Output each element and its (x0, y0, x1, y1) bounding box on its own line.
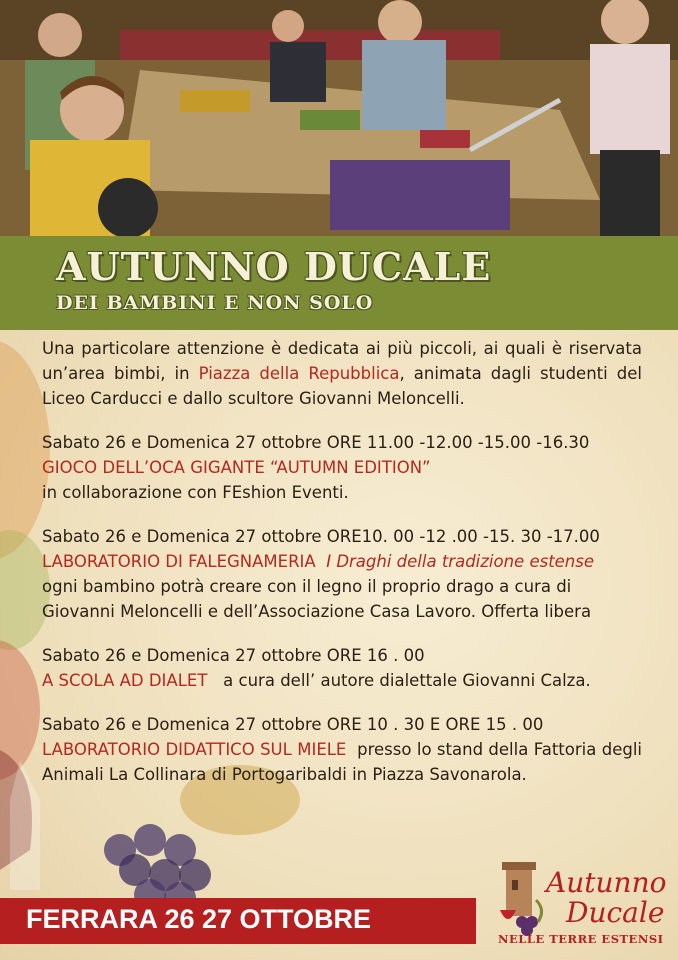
event-block (42, 712, 642, 787)
event-block (42, 430, 642, 505)
logo-line-2: Ducale (566, 896, 665, 929)
logo-line-1: Autunno (546, 866, 667, 899)
page-subtitle: DEI BAMBINI E NON SOLO (56, 292, 374, 314)
event-description: presso lo stand della Fattoria degli Animali La Collinara di Portogaribaldi in Piazza Savonarola. (42, 740, 642, 784)
page-title: AUTUNNO DUCALE (56, 244, 492, 289)
intro-text-start: Una particolare attenzione è dedicata ai più piccoli, ai quali è riservata un’area bimbi, in (42, 339, 642, 383)
footer-dates: FERRARA 26 27 OTTOBRE (26, 904, 372, 934)
event-content (42, 336, 642, 806)
event-block (42, 643, 642, 693)
event-date-line: Sabato 26 e Domenica 27 ottobre ORE 10 . 30 E ORE 15 . 00 (42, 715, 544, 734)
event-description: in collaborazione con FEshion Eventi. (42, 483, 349, 502)
event-title: A SCOLA AD DIALET (42, 671, 208, 690)
event-block (42, 524, 642, 624)
event-date-line: Sabato 26 e Domenica 27 ottobre ORE10. 00 -12 .00 -15. 30 -17.00 (42, 527, 600, 546)
intro-text-end: , animata dagli studenti del Liceo Carducci e dallo scultore Giovanni Meloncelli. (42, 364, 642, 408)
event-date-line: Sabato 26 e Domenica 27 ottobre ORE 16 . 00 (42, 646, 425, 665)
header-photo (0, 0, 678, 236)
logo-tagline: NELLE TERRE ESTENSI (498, 932, 664, 946)
event-title: LABORATORIO DIDATTICO SUL MIELE (42, 740, 347, 759)
event-detail-title: I Draghi della tradizione estense (326, 552, 595, 571)
event-description: a cura dell’ autore dialettale Giovanni Calza. (223, 671, 591, 690)
event-date-line: Sabato 26 e Domenica 27 ottobre ORE 11.00 -12.00 -15.00 -16.30 (42, 433, 590, 452)
intro-place: Piazza della Repubblica (198, 364, 400, 383)
event-title: GIOCO DELL’OCA GIGANTE “AUTUMN EDITION” (42, 458, 431, 477)
event-description: ogni bambino potrà creare con il legno il proprio drago a cura di Giovanni Meloncelli e dell’Associazione Casa Lavoro. Offerta libera (42, 577, 592, 621)
children-workshop-photo (0, 0, 678, 236)
intro-paragraph (42, 336, 642, 411)
event-title: LABORATORIO DI FALEGNAMERIA (42, 552, 316, 571)
